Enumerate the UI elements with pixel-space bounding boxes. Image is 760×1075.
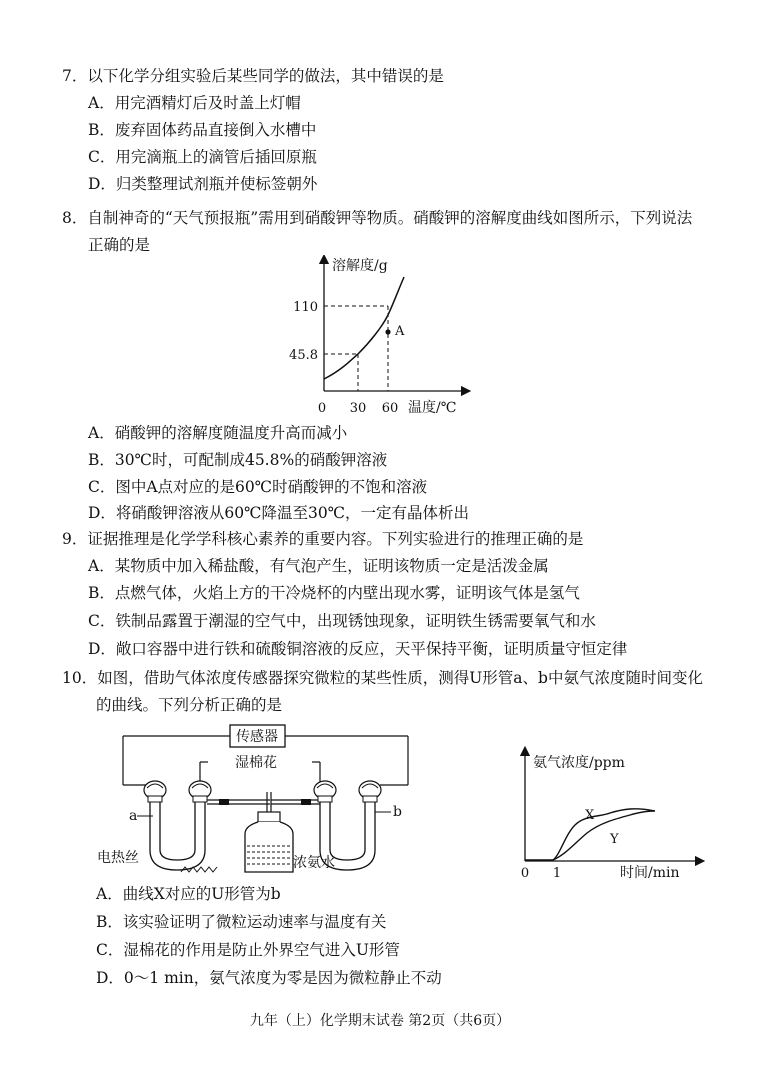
x-axis-label: 时间/min [620,865,680,880]
q9-option-b: B．点燃气体，火焰上方的干冷烧杯的内壁出现水雾，证明该气体是氢气 [88,584,580,602]
ammonia-label: 浓氨水 [293,855,335,871]
solubility-graph [280,255,480,420]
q8-stem-line2: 正确的是 [88,236,151,254]
q9-stem: 9．证据推理是化学学科核心素养的重要内容。下列实验进行的推理正确的是 [62,530,584,548]
y-tick-45-8: 45.8 [289,348,318,363]
q7-option-b: B．废弃固体药品直接倒入水槽中 [88,121,317,139]
sensor-apparatus-diagram [95,722,425,882]
x-tick-60: 60 [381,401,399,416]
x-tick-0: 0 [520,866,530,880]
q7-option-a: A．用完酒精灯后及时盖上灯帽 [88,94,301,112]
curve-y-label: Y [610,832,619,847]
x-tick-1: 1 [552,866,562,880]
x-axis-label: 温度/℃ [408,400,457,416]
x-tick-0: 0 [317,401,327,416]
q9-option-a: A．某物质中加入稀盐酸，有气泡产生，证明该物质一定是活泼金属 [88,557,549,575]
point-a-label: A [395,324,405,339]
q10-stem-line1: 10．如图，借助气体浓度传感器探究微粒的某些性质，测得U形管a、b中氨气浓度随时间变化 [62,669,703,687]
y-tick-110: 110 [293,300,318,315]
q9-option-c: C．铁制品露置于潮湿的空气中，出现锈蚀现象，证明铁生锈需要氧气和水 [88,612,596,630]
heater-wire [181,867,217,872]
q10-option-b: B．该实验证明了微粒运动速率与温度有关 [96,913,387,931]
q10-option-a: A．曲线X对应的U形管为b [96,885,281,903]
x-tick-30: 30 [349,401,367,416]
q7-option-d: D．归类整理试剂瓶并使标签朝外 [88,175,318,193]
q8-option-b: B．30℃时，可配制成45.8%的硝酸钾溶液 [88,451,388,469]
q10-stem-line2: 的曲线。下列分析正确的是 [96,696,283,714]
cotton-label: 湿棉花 [235,755,277,771]
tube-b-label: b [393,804,402,820]
q7-stem: 7．以下化学分组实验后某些同学的做法，其中错误的是 [62,67,444,85]
y-axis-label: 氨气浓度/ppm [533,755,625,771]
q8-option-c: C．图中A点对应的是60℃时硝酸钾的不饱和溶液 [88,478,428,496]
q8-stem-line1: 8．自制神奇的“天气预报瓶”需用到硝酸钾等物质。硝酸钾的溶解度曲线如图所示，下列说法 [62,209,693,227]
q9-option-d: D．敞口容器中进行铁和硫酸铜溶液的反应，天平保持平衡，证明质量守恒定律 [88,640,628,658]
q10-option-d: D．0～1 min，氨气浓度为零是因为微粒静止不动 [96,969,442,987]
u-tube-a [144,781,211,870]
tube-a-label: a [129,808,138,824]
sensor-label: 传感器 [236,729,278,745]
heater-label: 电热丝 [97,850,139,866]
q7-option-c: C．用完滴瓶上的滴管后插回原瓶 [88,148,317,166]
point-a [385,329,390,334]
q8-option-a: A．硝酸钾的溶解度随温度升高而减小 [88,424,348,442]
page-footer: 九年（上）化学期末试卷 第2页（共6页） [249,1013,511,1029]
y-axis-label: 溶解度/g [332,258,388,274]
solubility-curve [324,277,404,379]
ammonia-concentration-graph [505,745,710,880]
curve-x-label: X [585,808,595,823]
q8-option-d: D．将硝酸钾溶液从60℃降温至30℃，一定有晶体析出 [88,504,470,522]
ammonia-bottle [245,812,293,872]
q10-option-c: C．湿棉花的作用是防止外界空气进入U形管 [96,941,400,959]
